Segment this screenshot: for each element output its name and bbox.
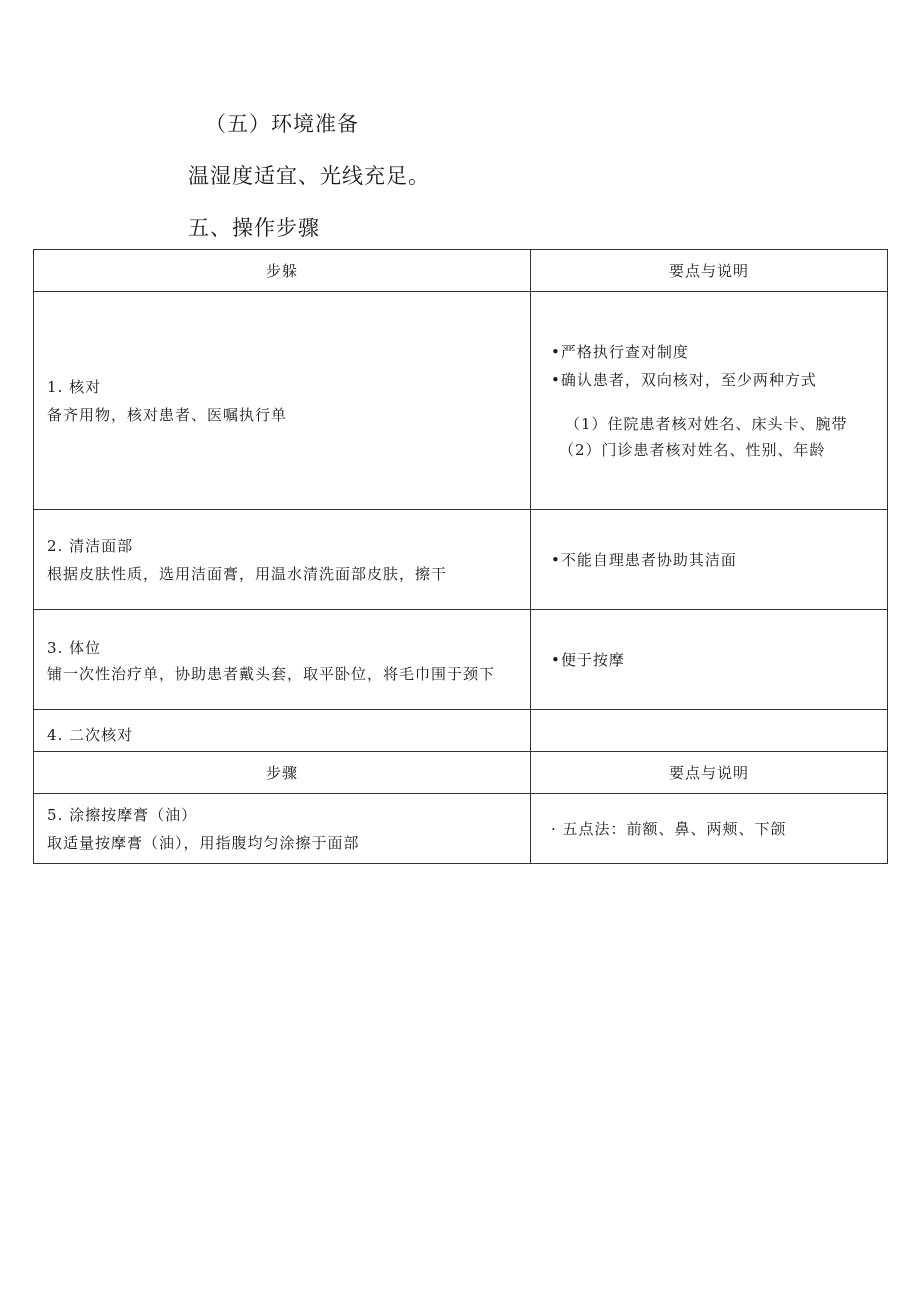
step-cell — [34, 794, 531, 864]
table-row — [34, 710, 888, 752]
step-cell — [34, 710, 531, 752]
step-title: 5. 涂擦按摩膏（油） — [47, 805, 198, 824]
section-heading-environment: （五）环境准备 — [205, 112, 359, 136]
table-row — [34, 510, 888, 610]
notes-cell — [531, 610, 888, 710]
notes-cell — [531, 794, 888, 864]
step-cell — [34, 292, 531, 510]
column-header-step: 步骤 — [34, 752, 531, 794]
section-heading-steps: 五、操作步骤 — [188, 216, 320, 240]
table-row — [34, 794, 888, 864]
step-description: 铺一次性治疗单，协助患者戴头套，取平卧位，将毛巾围于颈下 — [47, 664, 496, 683]
note-item: · 五点法：前额、鼻、两颊、下颌 — [551, 819, 787, 838]
table-header-row — [34, 250, 888, 292]
step-title: 1. 核对 — [47, 377, 102, 396]
table-header-row — [34, 752, 888, 794]
step-title: 4. 二次核对 — [47, 726, 134, 744]
note-item: •严格执行查对制度 — [551, 342, 689, 361]
notes-cell — [531, 710, 888, 752]
table-row — [34, 610, 888, 710]
table-row — [34, 292, 888, 510]
step-title: 2. 清洁面部 — [47, 536, 134, 555]
column-header-step: 步躲 — [34, 250, 531, 292]
notes-cell — [531, 510, 888, 610]
note-item: •便于按摩 — [551, 650, 625, 669]
column-header-notes: 要点与说明 — [531, 250, 888, 292]
note-item: （2）门诊患者核对姓名、性别、年龄 — [559, 440, 826, 459]
notes-cell — [531, 292, 888, 510]
note-item: （1）住院患者核对姓名、床头卡、腕带 — [565, 414, 848, 433]
step-description: 取适量按摩膏（油），用指腹均匀涂擦于面部 — [47, 833, 360, 852]
environment-text: 温湿度适宜、光线充足。 — [188, 164, 430, 188]
note-item: •不能自理患者协助其洁面 — [551, 550, 737, 569]
step-description: 备齐用物，核对患者、医嘱执行单 — [47, 405, 288, 424]
procedure-table — [33, 249, 888, 864]
step-description: 根据皮肤性质，选用洁面膏，用温水清洗面部皮肤，擦干 — [47, 564, 448, 583]
column-header-notes: 要点与说明 — [531, 752, 888, 794]
step-title: 3. 体位 — [47, 638, 102, 657]
note-item: •确认患者，双向核对，至少两种方式 — [551, 370, 817, 389]
step-cell — [34, 610, 531, 710]
step-cell — [34, 510, 531, 610]
